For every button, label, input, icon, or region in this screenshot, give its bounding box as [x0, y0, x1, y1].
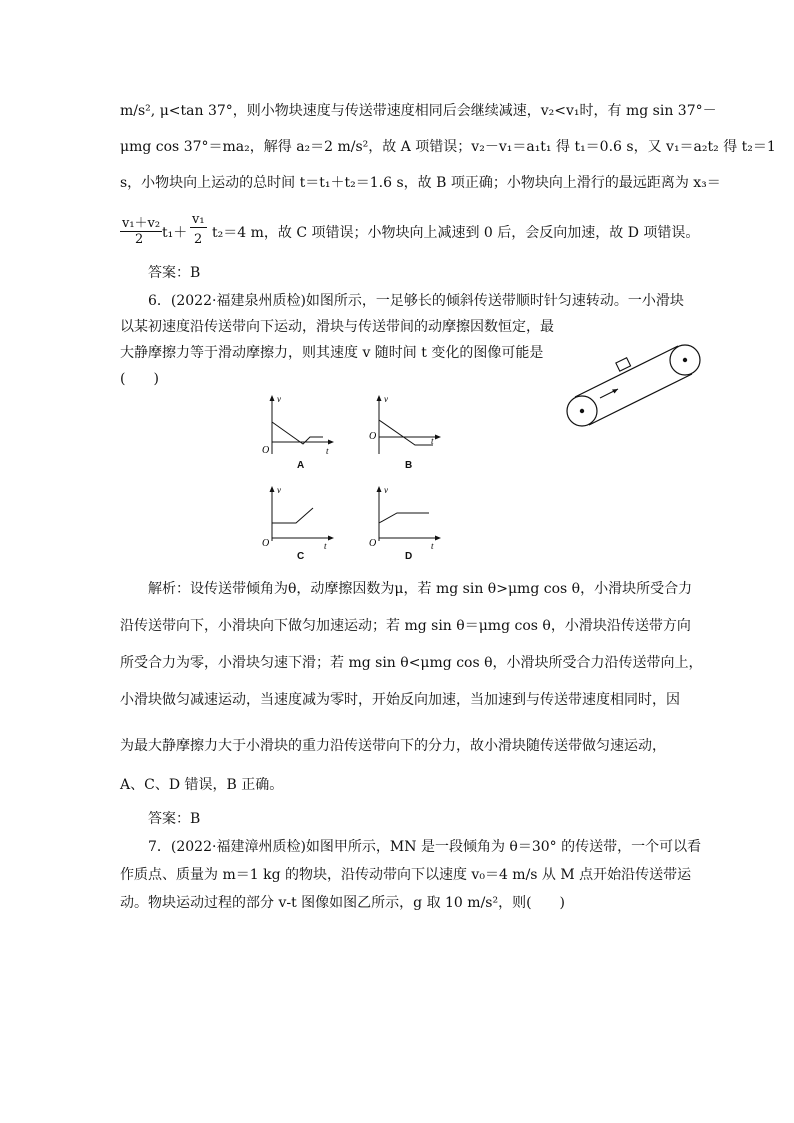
analysis-line-3: 所受合力为零，小滑块匀速下滑；若 mg sin θ<μmg cos θ，小滑块所受合力沿传送带向上， [120, 655, 703, 671]
fraction-1-denominator: 2 [135, 232, 144, 247]
q7-line-3: 动。物块运动过程的部分 v-t 图像如图乙所示，g 取 10 m/s²，则( ) [120, 895, 566, 911]
graph-a-v-label: v [277, 394, 281, 404]
analysis-line-5: 为最大静摩擦力大于小滑块的重力沿传送带向下的分力，故小滑块随传送带做匀速运动， [120, 738, 666, 754]
q6-line-3: 大静摩擦力等于滑动摩擦力，则其速度 v 随时间 t 变化的图像可能是 [120, 345, 544, 361]
answer-5: 答案：B [148, 265, 201, 281]
q6-answer-blank: ( ) [120, 371, 159, 387]
graph-b-origin: O [369, 431, 377, 442]
fraction-2-numerator: v₁ [192, 212, 205, 227]
solution-line-3: s，小物块向上运动的总时间 t＝t₁＋t₂＝1.6 s，故 B 项正确；小物块向上滑行的最远距离为 x₃＝ [120, 175, 721, 191]
conveyor-belt-figure [560, 338, 710, 438]
solution-line-1: m/s², μ<tan 37°，则小物块速度与传送带速度相同后会继续减速，v₂<v₁时，有 mg sin 37°－ [120, 103, 717, 119]
solution-line-4-rest: t₂＝4 m，故 C 项错误；小物块向上减速到 0 后，会反向加速，故 D 项错误。 [212, 225, 700, 241]
analysis-line-4: 小滑块做匀减速运动，当速度减为零时，开始反向加速，当加速到与传送带速度相同时，因 [120, 692, 680, 708]
analysis-line-1: 解析：设传送带倾角为θ，动摩擦因数为μ，若 mg sin θ>μmg cos θ，小滑块所受合力 [148, 581, 693, 597]
graph-b-t-label: t [431, 436, 434, 446]
solution-line-2: μmg cos 37°＝ma₂，解得 a₂＝2 m/s²，故 A 项错误；v₂－v₁＝a₁t₁ 得 t₁＝0.6 s，又 v₁＝a₂t₂ 得 t₂＝1 [120, 139, 776, 155]
graph-c-t-label: t [324, 541, 327, 551]
graph-b [365, 392, 445, 462]
q7-line-2: 作质点、质量为 m＝1 kg 的物块，沿传动带向下以速度 v₀＝4 m/s 从 M 点开始沿传送带运 [120, 867, 692, 883]
q6-line-1: 6．(2022·福建泉州质检)如图所示，一足够长的倾斜传送带顺时针匀速转动。一小滑块 [148, 293, 684, 309]
graph-d-origin: O [369, 538, 377, 549]
fraction-2-denominator: 2 [194, 232, 203, 247]
term-t1: t₁＋ [162, 225, 188, 241]
graph-b-v-label: v [384, 394, 388, 404]
graph-a-label: A [297, 460, 305, 471]
graph-a [258, 392, 338, 462]
graph-b-label: B [405, 460, 413, 471]
graph-c-origin: O [262, 538, 270, 549]
graph-c-v-label: v [277, 485, 281, 495]
graph-a-t-label: t [326, 446, 329, 456]
graph-d [365, 483, 445, 553]
graph-c-label: C [297, 551, 305, 562]
q6-line-2: 以某初速度沿传送带向下运动，滑块与传送带间的动摩擦因数恒定，最 [120, 319, 554, 335]
graph-c [258, 483, 338, 553]
graph-a-origin: O [262, 445, 270, 456]
analysis-line-6: A、C、D 错误，B 正确。 [120, 777, 284, 793]
graph-d-v-label: v [384, 485, 388, 495]
fraction-1-numerator: v₁＋v₂ [120, 212, 162, 232]
answer-6: 答案：B [148, 811, 201, 827]
graph-d-t-label: t [431, 541, 434, 551]
analysis-line-2: 沿传送带向下，小滑块向下做匀加速运动；若 mg sin θ＝μmg cos θ，小滑块沿传送带方向 [120, 618, 691, 634]
q7-line-1: 7．(2022·福建漳州质检)如图甲所示，MN 是一段倾角为 θ＝30° 的传送带，一个可以看 [148, 839, 702, 855]
graph-d-label: D [405, 551, 413, 562]
